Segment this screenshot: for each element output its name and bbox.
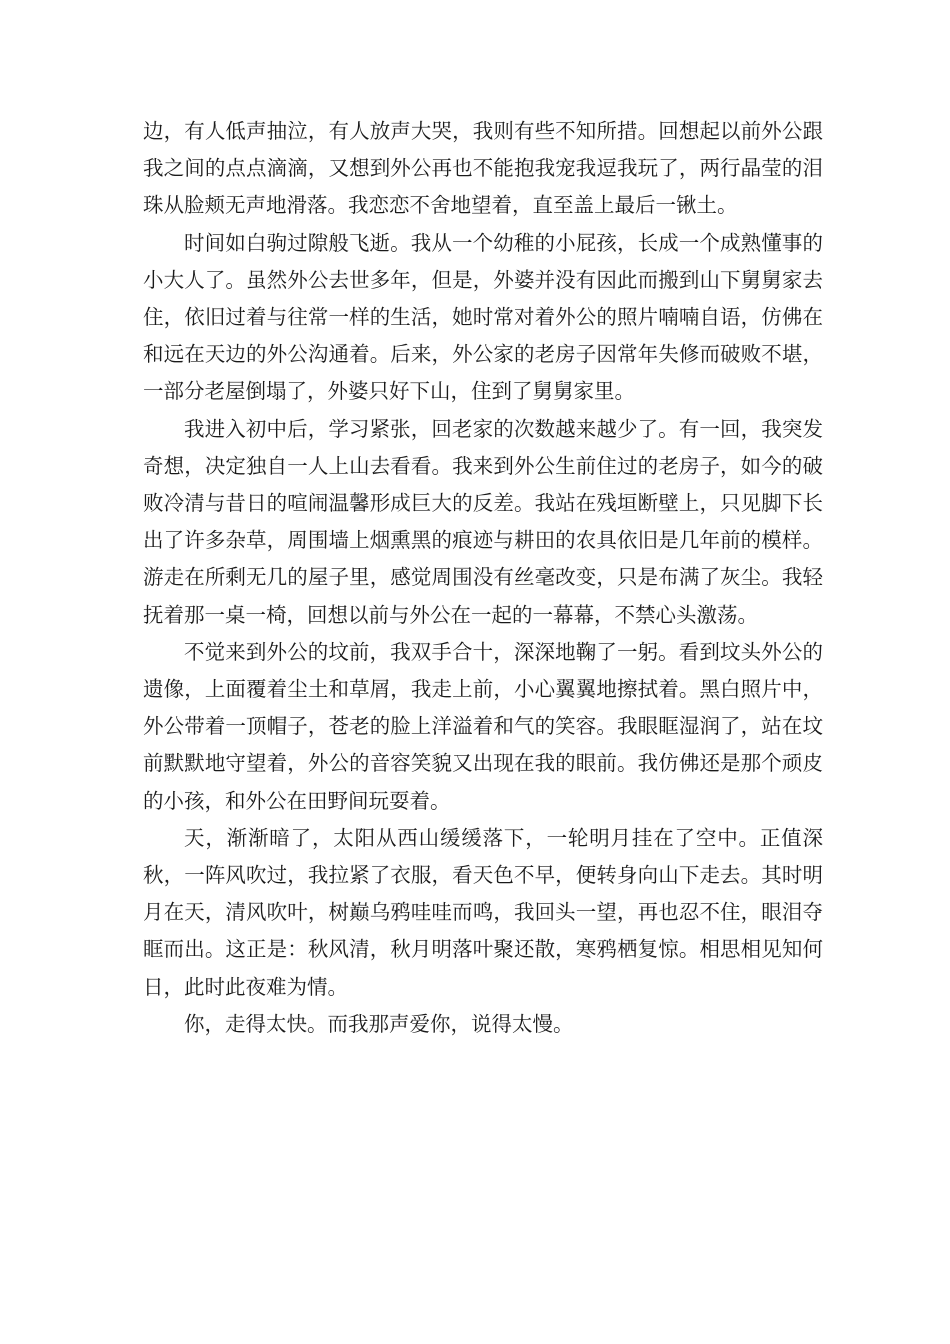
paragraph-6: 你，走得太快。而我那声爱你，说得太慢。 — [184, 1011, 574, 1036]
paragraph-5: 天，渐渐暗了，太阳从西山缓缓落下，一轮明月挂在了空中。正值深秋，一阵风吹过，我拉紧了衣服，看天色不早，便转身向山下走去。其时明月在天，清风吹叶，树巅乌鸦哇哇而鸣，我回头一望，再也忍不住，眼泪夺眶而出。这正是：秋风清，秋月明落叶聚还散，寒鸦栖复惊。相思相见知何日，此时此夜难为情。 — [143, 825, 823, 999]
paragraph-2: 时间如白驹过隙般飞逝。我从一个幼稚的小屁孩，长成一个成熟懂事的小大人了。虽然外公去世多年，但是，外婆并没有因此而搬到山下舅舅家去住，依旧过着与往常一样的生活，她时常对着外公的照片喃喃自语，仿佛在和远在天边的外公沟通着。后来，外公家的老房子因常年失修而破败不堪，一部分老屋倒塌了，外婆只好下山，住到了舅舅家里。 — [143, 230, 823, 404]
paragraph-4: 不觉来到外公的坟前，我双手合十，深深地鞠了一躬。看到坟头外公的遗像，上面覆着尘土和草屑，我走上前，小心翼翼地擦拭着。黑白照片中，外公带着一顶帽子，苍老的脸上洋溢着和气的笑容。我眼眶湿润了，站在坟前默默地守望着，外公的音容笑貌又出现在我的眼前。我仿佛还是那个顽皮的小孩，和外公在田野间玩耍着。 — [143, 639, 823, 813]
paragraph-1: 边，有人低声抽泣，有人放声大哭，我则有些不知所措。回想起以前外公跟我之间的点点滴滴，又想到外公再也不能抱我宠我逗我玩了，两行晶莹的泪珠从脸颊无声地滑落。我恋恋不舍地望着，直至盖上最后一锹土。 — [143, 119, 823, 218]
paragraph-3: 我进入初中后，学习紧张，回老家的次数越来越少了。有一回，我突发奇想，决定独自一人上山去看看。我来到外公生前住过的老房子，如今的破败冷清与昔日的喧闹温馨形成巨大的反差。我站在残垣断壁上，只见脚下长出了许多杂草，周围墙上烟熏黑的痕迹与耕田的农具依旧是几年前的模样。游走在所剩无几的屋子里，感觉周围没有丝毫改变，只是布满了灰尘。我轻抚着那一桌一椅，回想以前与外公在一起的一幕幕，不禁心头激荡。 — [143, 416, 823, 627]
document-body — [143, 113, 823, 1043]
